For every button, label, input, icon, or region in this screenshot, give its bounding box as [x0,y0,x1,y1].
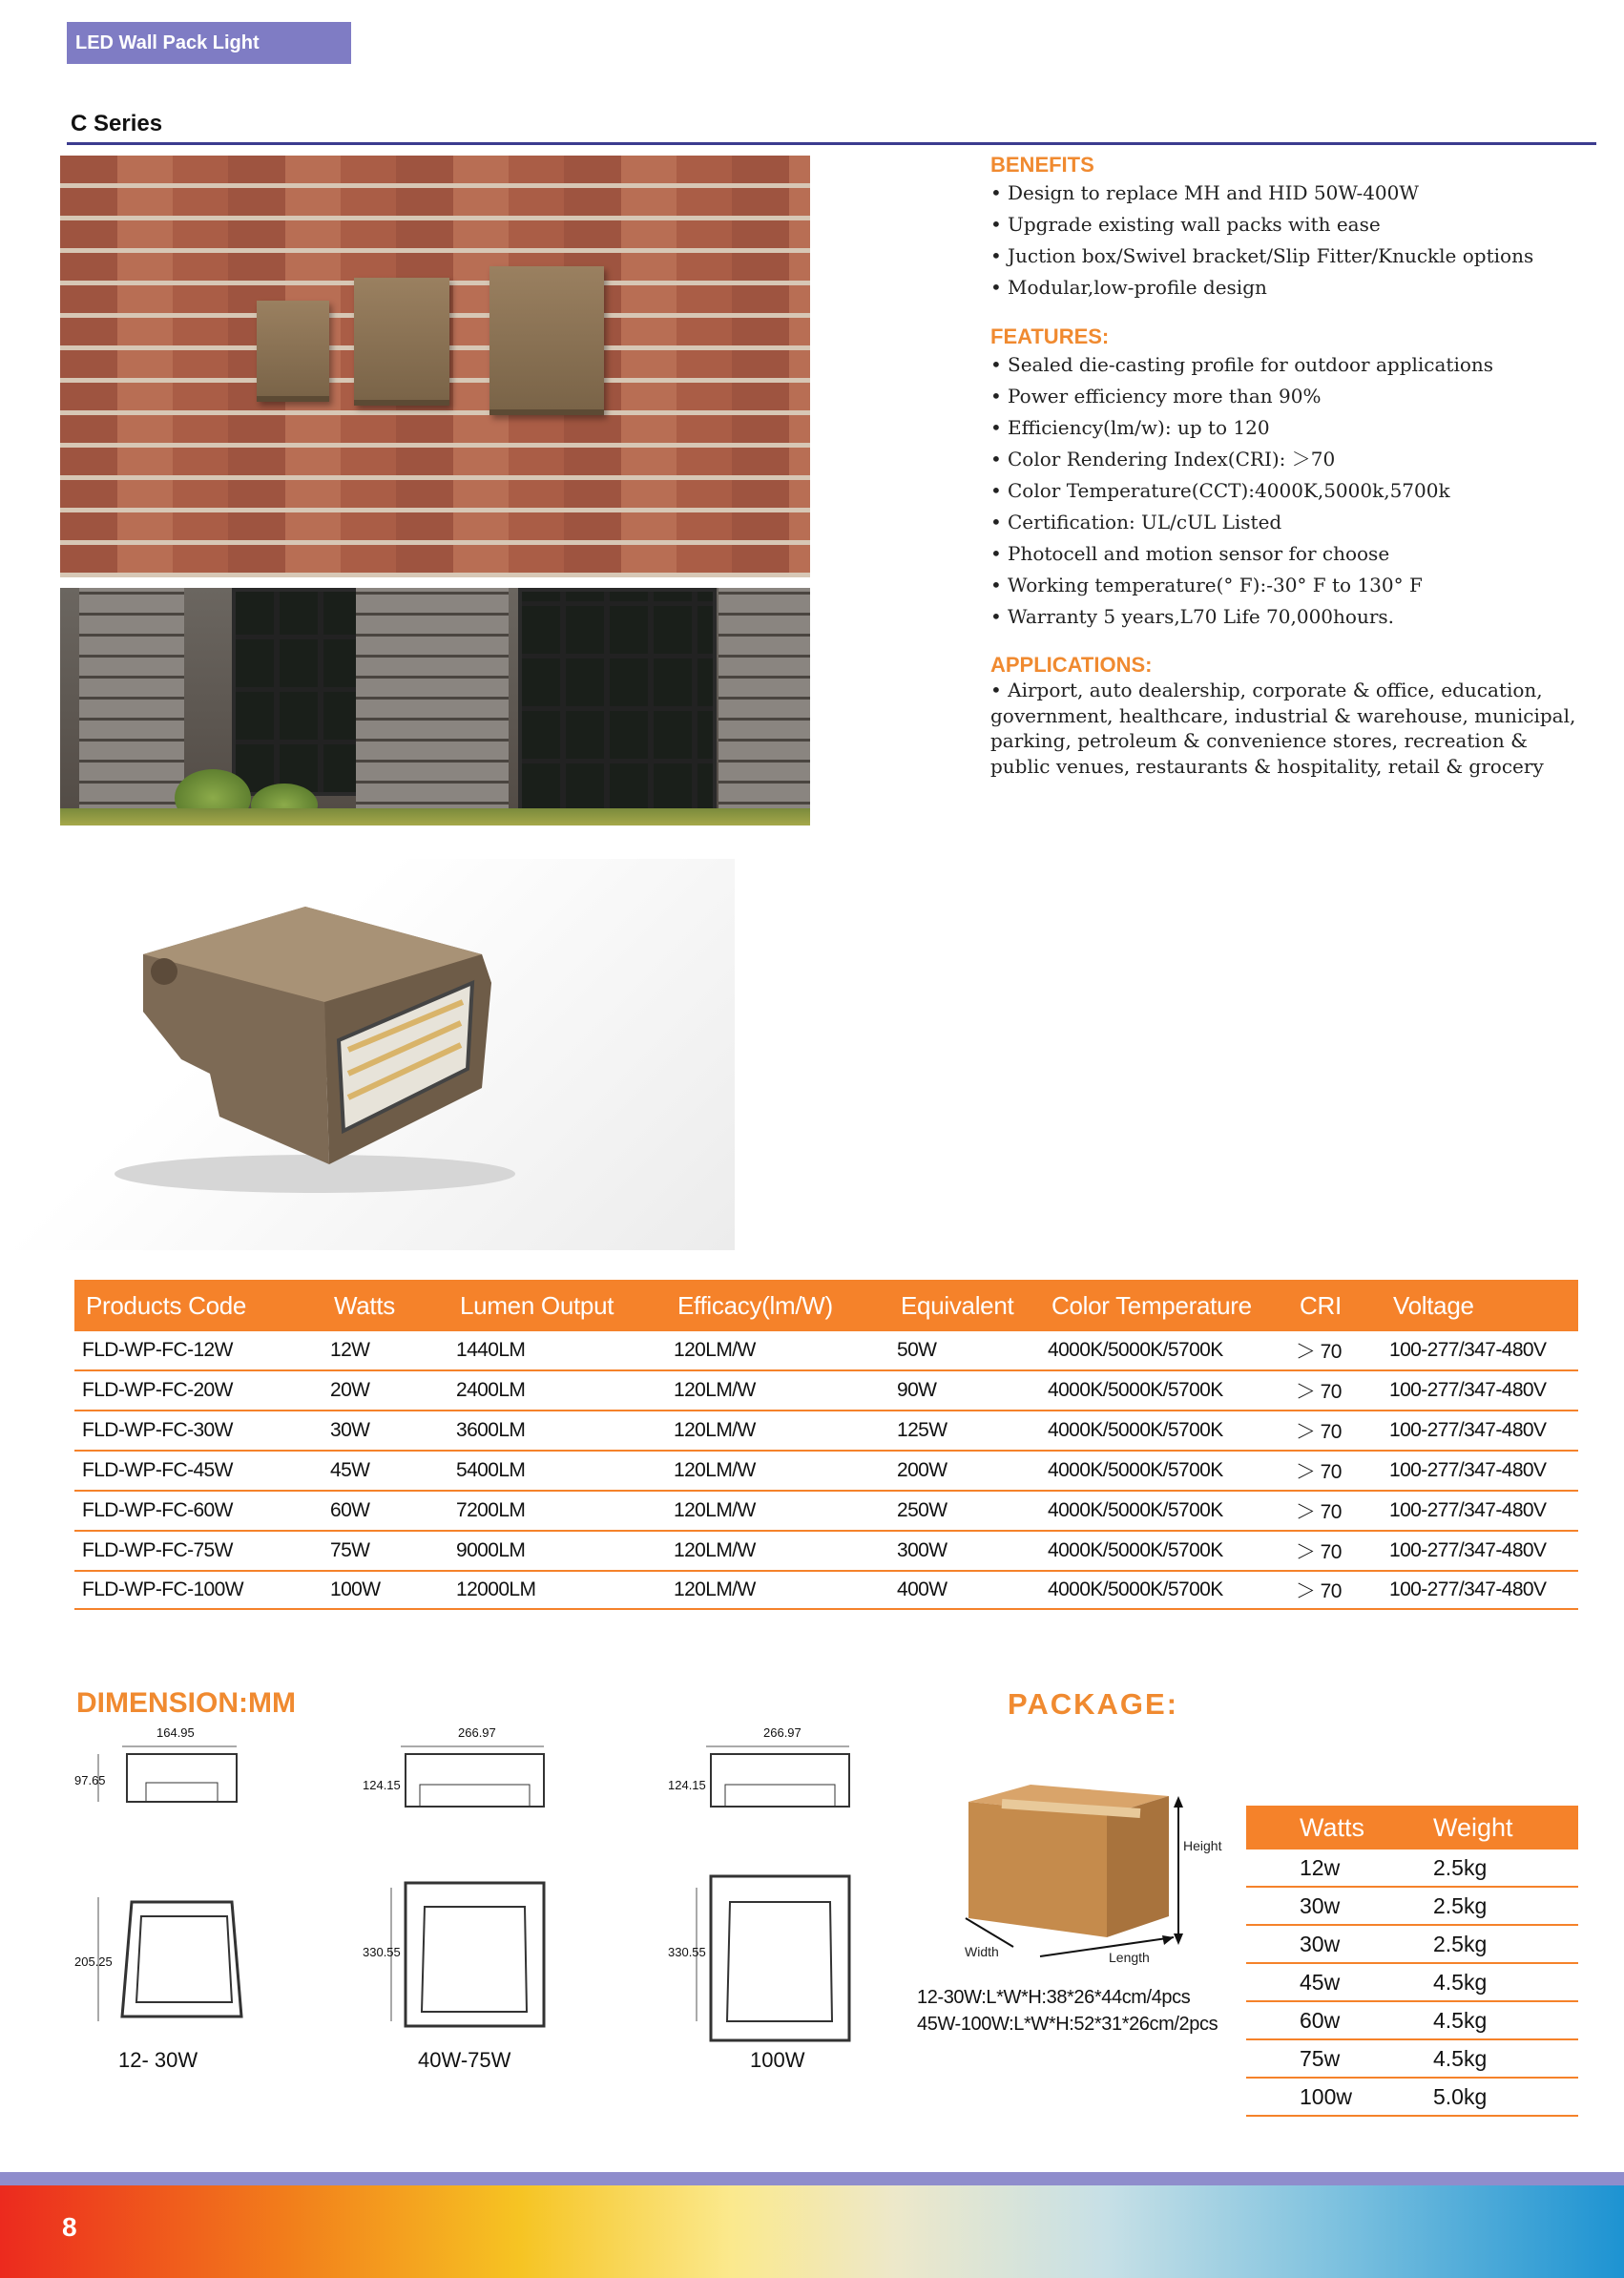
dim-height: 205.25 [74,1954,113,1969]
dim-height: 330.55 [668,1945,706,1959]
list-item: • Color Rendering Index(CRI): ＞70 [990,444,1493,475]
column-header: CRI [1288,1280,1382,1331]
dim-depth: 124.15 [363,1778,401,1792]
column-header: Equivalent [889,1280,1040,1331]
table-cell: 5400LM [448,1451,666,1491]
package-note: 12-30W:L*W*H:38*26*44cm/4pcs [917,1987,1191,2008]
list-item: • Sealed die-casting profile for outdoor applications [990,349,1493,381]
wall-pack-illustration [0,859,735,1250]
dim-width: 266.97 [458,1725,496,1740]
column-header: Color Temperature [1040,1280,1288,1331]
table-cell: 75w [1246,2039,1433,2078]
table-cell: 4000K/5000K/5700K [1040,1531,1288,1571]
applications-heading: APPLICATIONS: [990,653,1153,677]
table-cell: 125W [889,1411,1040,1451]
table-cell: 45w [1246,1963,1433,2001]
table-row [1246,2078,1578,2116]
table-cell: 4.5kg [1433,2001,1578,2039]
table-cell: 4000K/5000K/5700K [1040,1370,1288,1411]
front-door [518,588,717,815]
table-cell: FLD-WP-FC-30W [74,1411,323,1451]
house-photo [60,588,810,826]
dim-depth: 97.65 [74,1773,106,1787]
list-item: • Efficiency(lm/w): up to 120 [990,412,1493,444]
list-item: • Upgrade existing wall packs with ease [990,209,1533,240]
table-cell: ＞ 70 [1288,1571,1382,1609]
dim-width: 164.95 [156,1725,195,1740]
table-cell: 100-277/347-480V [1382,1491,1578,1531]
table-cell: FLD-WP-FC-45W [74,1451,323,1491]
dimension-drawing-2 [363,1725,573,2072]
page-number: 8 [62,2212,77,2242]
table-cell: 4000K/5000K/5700K [1040,1411,1288,1451]
box-length-label: Length [1109,1950,1150,1965]
list-item: • Photocell and motion sensor for choose [990,538,1493,570]
table-cell: FLD-WP-FC-12W [74,1331,323,1370]
list-item: • Design to replace MH and HID 50W-400W [990,178,1533,209]
applications-section [990,653,1582,779]
table-cell: 100-277/347-480V [1382,1331,1578,1370]
column-header: Lumen Output [448,1280,666,1331]
table-cell: 100-277/347-480V [1382,1370,1578,1411]
table-cell: 45W [323,1451,448,1491]
table-cell: 300W [889,1531,1040,1571]
table-cell: 200W [889,1451,1040,1491]
column-header: Voltage [1382,1280,1578,1331]
table-cell: 4000K/5000K/5700K [1040,1451,1288,1491]
fixture-small [257,301,329,402]
table-row [74,1331,1578,1370]
table-row [1246,1850,1578,1887]
box-height-label: Height [1183,1838,1222,1853]
stone-pillar [79,588,184,826]
table-cell: 400W [889,1571,1040,1609]
list-item: • Power efficiency more than 90% [990,381,1493,412]
table-cell: 50W [889,1331,1040,1370]
table-cell: 100-277/347-480V [1382,1411,1578,1451]
table-cell: 12000LM [448,1571,666,1609]
table-cell: 30w [1246,1925,1433,1963]
table-cell: 30w [1246,1887,1433,1925]
dimension-label: 12- 30W [118,2048,198,2072]
benefits-list [990,178,1533,303]
table-cell: 120LM/W [666,1571,889,1609]
table-cell: 100W [323,1571,448,1609]
table-row [1246,1925,1578,1963]
table-cell: 12W [323,1331,448,1370]
column-header: Products Code [74,1280,323,1331]
list-item: • Warranty 5 years,L70 Life 70,000hours. [990,601,1493,633]
dim-depth: 124.15 [668,1778,706,1792]
table-cell: 12w [1246,1850,1433,1887]
grass [60,808,810,826]
list-item: • Juction box/Swivel bracket/Slip Fitter/Knuckle options [990,240,1533,272]
table-cell: 120LM/W [666,1331,889,1370]
list-item: • Color Temperature(CCT):4000K,5000k,5700k [990,475,1493,507]
table-cell: 120LM/W [666,1451,889,1491]
table-row [74,1531,1578,1571]
table-row [74,1571,1578,1609]
table-cell: 2.5kg [1433,1925,1578,1963]
wall-photo [60,156,810,577]
table-cell: 120LM/W [666,1411,889,1451]
box-width-label: Width [965,1944,999,1959]
table-cell: 4.5kg [1433,1963,1578,2001]
dimension-label: 100W [750,2048,805,2072]
table-cell: ＞ 70 [1288,1531,1382,1571]
table-cell: ＞ 70 [1288,1491,1382,1531]
table-cell: 4000K/5000K/5700K [1040,1331,1288,1370]
dimension-diagram [668,1725,878,2050]
table-row [74,1370,1578,1411]
table-cell: FLD-WP-FC-75W [74,1531,323,1571]
stone-pillar [718,588,810,826]
dimension-heading: DIMENSION:MM [76,1687,296,1719]
table-cell: 2.5kg [1433,1850,1578,1887]
table-cell: ＞ 70 [1288,1451,1382,1491]
features-section [990,324,1493,633]
table-cell: 100-277/347-480V [1382,1531,1578,1571]
table-cell: ＞ 70 [1288,1370,1382,1411]
table-cell: 30W [323,1411,448,1451]
table-cell: 2400LM [448,1370,666,1411]
list-item: • Certification: UL/cUL Listed [990,507,1493,538]
product-photo [0,859,735,1250]
table-cell: ＞ 70 [1288,1411,1382,1451]
spec-table [74,1280,1578,1610]
table-row [1246,1963,1578,2001]
table-cell: 4000K/5000K/5700K [1040,1571,1288,1609]
column-header: Weight [1433,1806,1578,1850]
table-cell: 3600LM [448,1411,666,1451]
table-cell: 4.5kg [1433,2039,1578,2078]
dim-width: 266.97 [763,1725,802,1740]
features-list [990,349,1493,633]
table-cell: 4000K/5000K/5700K [1040,1491,1288,1531]
table-cell: FLD-WP-FC-100W [74,1571,323,1609]
table-cell: 7200LM [448,1491,666,1531]
table-header-row [1246,1806,1578,1850]
table-row [1246,1887,1578,1925]
table-row [74,1411,1578,1451]
table-row [1246,2039,1578,2078]
table-row [1246,2001,1578,2039]
table-cell: 9000LM [448,1531,666,1571]
list-item: • Working temperature(° F):-30° F to 130° F [990,570,1493,601]
table-cell: 60w [1246,2001,1433,2039]
stone-pillar [356,588,509,826]
weight-table [1246,1806,1578,2117]
dimension-label: 40W-75W [418,2048,511,2072]
footer-gradient-bar [0,2172,1624,2278]
benefits-heading: BENEFITS [990,153,1094,177]
footer-top-strip [0,2172,1624,2185]
applications-text: • Airport, auto dealership, corporate & office, education, government, healthcare, industrial & warehouse, municipal, parking, petroleum & convenience stores, recreation & public venues, restaurants & hospitality, retail & grocery [990,679,1576,778]
table-cell: 1440LM [448,1331,666,1370]
table-cell: 120LM/W [666,1531,889,1571]
table-cell: ＞ 70 [1288,1331,1382,1370]
table-row [74,1451,1578,1491]
dimension-drawing-3 [668,1725,878,2072]
table-header-row [74,1280,1578,1331]
header-tag: LED Wall Pack Light [67,22,351,64]
table-cell: 2.5kg [1433,1887,1578,1925]
features-heading: FEATURES: [990,324,1110,348]
package-heading: PACKAGE: [1008,1687,1179,1721]
fixture-medium [354,278,449,406]
table-cell: 120LM/W [666,1491,889,1531]
door-window [232,588,364,796]
table-cell: 90W [889,1370,1040,1411]
table-cell: FLD-WP-FC-60W [74,1491,323,1531]
table-row [74,1491,1578,1531]
column-header: Efficacy(lm/W) [666,1280,889,1331]
list-item: • Modular,low-profile design [990,272,1533,303]
dim-height: 330.55 [363,1945,401,1959]
series-title: C Series [71,111,163,136]
table-cell: 75W [323,1531,448,1571]
table-cell: 100-277/347-480V [1382,1571,1578,1609]
table-cell: 100-277/347-480V [1382,1451,1578,1491]
table-cell: 120LM/W [666,1370,889,1411]
header-rule [67,142,1596,145]
benefits-section [990,153,1533,303]
table-cell: 250W [889,1491,1040,1531]
dimension-diagram [363,1725,573,2050]
dimension-drawing-1 [74,1725,265,2072]
column-header: Watts [1246,1806,1433,1850]
package-note: 45W-100W:L*W*H:52*31*26cm/2pcs [917,2014,1218,2035]
table-cell: 100w [1246,2078,1433,2116]
fixture-large [489,266,604,415]
column-header: Watts [323,1280,448,1331]
table-cell: 60W [323,1491,448,1531]
table-cell: FLD-WP-FC-20W [74,1370,323,1411]
table-cell: 5.0kg [1433,2078,1578,2116]
table-cell: 20W [323,1370,448,1411]
